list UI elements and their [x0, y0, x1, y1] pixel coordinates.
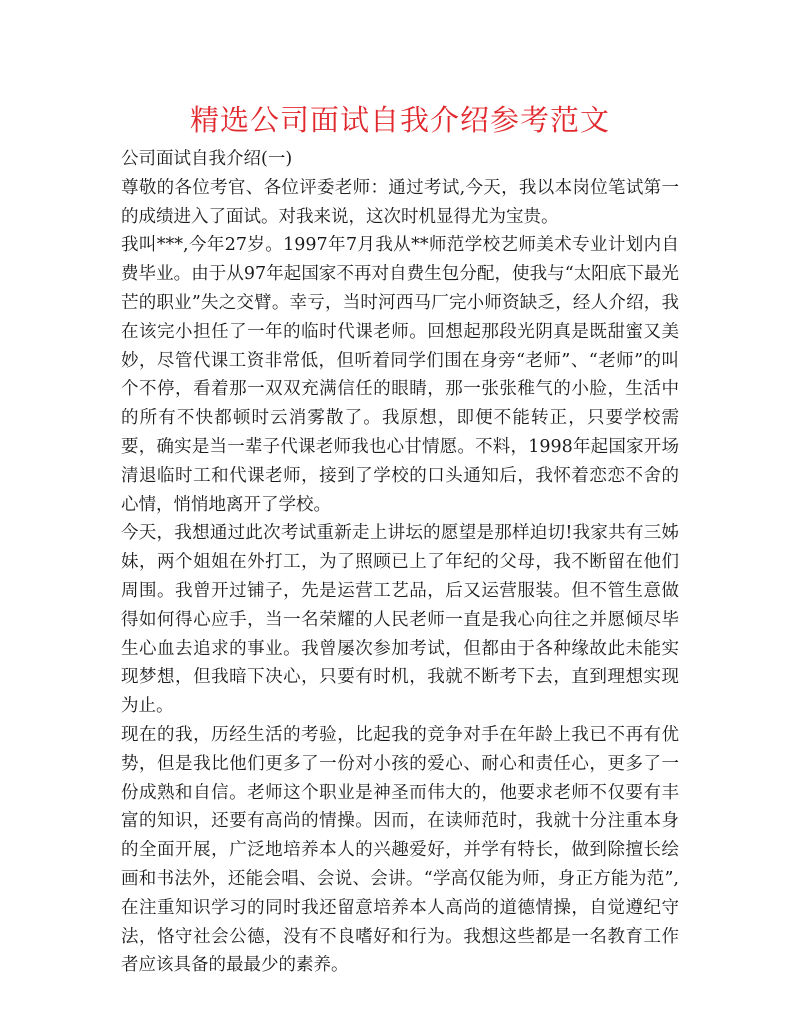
paragraph: 尊敬的各位考官、各位评委老师：通过考试,今天，我以本岗位笔试第一的成绩进入了面试。对我来说，这次时机显得尤为宝贵。	[121, 177, 679, 227]
section-heading: 公司面试自我介绍(一)	[121, 149, 293, 169]
document-body	[121, 145, 679, 980]
paragraph: 今天，我想通过此次考试重新走上讲坛的愿望是那样迫切!我家共有三姊妹，两个姐姐在外打工，为了照顾已上了年纪的父母，我不断留在他们周围。我曾开过铺子，先是运营工艺品，后又运营服装。但不管生意做得如何得心应手，当一名荣耀的人民老师一直是我心向往之并愿倾尽毕生心血去追求的事业。我曾屡次参加考试，但都由于各种缘故此未能实现梦想，但我暗下决心，只要有时机，我就不断考下去，直到理想实现为止。	[121, 523, 679, 717]
paragraph: 我叫***,今年27岁。1997年7月我从**师范学校艺师美术专业计划内自费毕业。由于从97年起国家不再对自费生包分配，使我与“太阳底下最光芒的职业”失之交臂。幸亏，当时河西马厂完小师资缺乏，经人介绍，我在该完小担任了一年的临时代课老师。回想起那段光阴真是既甜蜜又美妙，尽管代课工资非常低，但听着同学们围在身旁“老师”、“老师”的叫个不停，看着那一双双充满信任的眼睛，那一张张稚气的小脸，生活中的所有不快都顿时云消雾散了。我原想，即便不能转正，只要学校需要，确实是当一辈子代课老师我也心甘情愿。不料，1998年起国家开场清退临时工和代课老师，接到了学校的口头通知后，我怀着恋恋不舍的心情，悄悄地离开了学校。	[121, 235, 679, 515]
document-title: 精选公司面试自我介绍参考范文	[189, 103, 610, 137]
paragraph: 现在的我，历经生活的考验，比起我的竞争对手在年龄上我已不再有优势，但是我比他们更多了一份对小孩的爱心、耐心和责任心，更多了一份成熟和自信。老师这个职业是神圣而伟大的，他要求老师不仅要有丰富的知识，还要有高尚的情操。因而，在读师范时，我就十分注重本身的全面开展，广泛地培养本人的兴趣爱好，并学有特长，做到除擅长绘画和书法外，还能会唱、会说、会讲。“学高仅能为师，身正方能为范”,在注重知识学习的同时我还留意培养本人高尚的道德情操，自觉遵纪守法，恪守社会公德，没有不良嗜好和行为。我想这些都是一名教育工作者应该具备的最最少的素养。	[121, 724, 679, 976]
